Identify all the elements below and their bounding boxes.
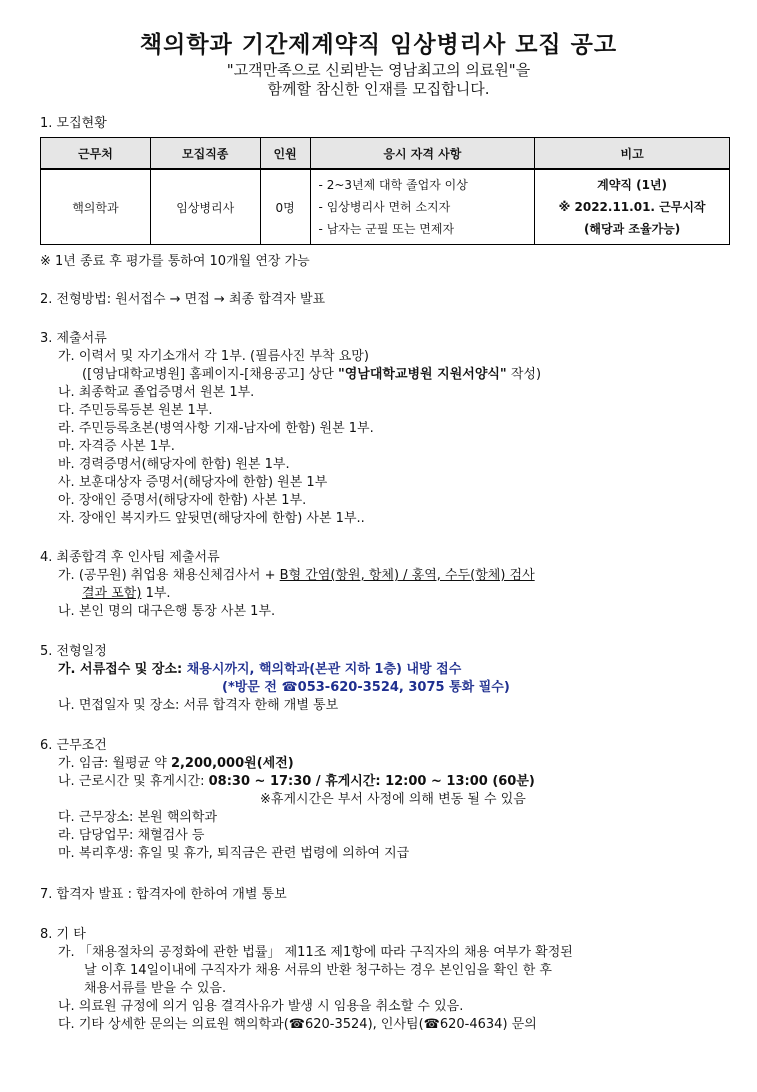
doc-item-sub-post: 작성) (506, 367, 542, 382)
doc-item: 라. 주민등록초본(병역사항 기재-남자에 한함) 원본 1부. (58, 421, 374, 436)
doc-item: 사. 보훈대상자 증명서(해당자에 한함) 원본 1부 (58, 475, 328, 490)
break-time-note: ※휴게시간은 부서 사정에 의해 변동 될 수 있음 (260, 792, 526, 807)
other-item: 가. 「채용절차의 공정화에 관한 법률」 제11조 제1항에 따라 구직자의 채용 여부가 확정된 (58, 945, 573, 960)
application-form-name: "영남대학교병원 지원서양식" (337, 367, 507, 382)
condition-hours-value: 08:30 ~ 17:30 / 휴게시간: 12:00 ~ 13:00 (60분) (208, 774, 535, 789)
schedule-item (58, 661, 461, 679)
section-8-heading: 8. 기 타 (40, 927, 86, 942)
condition-wage-value: 2,200,000원(세전) (170, 756, 294, 771)
header-notes: 비고 (535, 138, 730, 170)
table-header-row (41, 138, 730, 170)
doc-item: 아. 장애인 증명서(해당자에 한함) 사본 1부. (58, 493, 307, 508)
section-5-heading: 5. 전형일정 (40, 644, 107, 659)
condition-item: 다. 근무장소: 본원 핵의학과 (58, 810, 218, 825)
final-doc-item-underlined-2: 결과 포함) (82, 586, 142, 601)
schedule-item: 나. 면접일자 및 장소: 서류 합격자 한해 개별 통보 (58, 698, 339, 713)
qualification-item: - 임상병리사 면허 소지자 (318, 200, 451, 214)
section-4-heading: 4. 최종합격 후 인사팀 제출서류 (40, 550, 220, 565)
section-3-heading: 3. 제출서류 (40, 331, 107, 346)
note-item: (해당과 조율가능) (583, 222, 681, 236)
section-1-footnote: ※ 1년 종료 후 평가를 통하여 10개월 연장 가능 (40, 254, 310, 269)
section-2-selection-process: 2. 전형방법: 원서접수 → 면접 → 최종 합격자 발표 (40, 292, 326, 307)
qualification-item: - 2~3년제 대학 졸업자 이상 (318, 178, 468, 192)
condition-item: 마. 복리후생: 휴일 및 휴가, 퇴직금은 관련 법령에 의하여 지급 (58, 846, 410, 861)
final-doc-item-cont (82, 585, 171, 603)
doc-item-sub-pre: ([영남대학교병원] 홈페이지-[채용공고] 상단 (82, 367, 338, 382)
header-count: 인원 (260, 138, 310, 170)
condition-hours-pre: 나. 근로시간 및 휴게시간: (58, 774, 209, 789)
header-qualifications: 응시 자격 사항 (310, 138, 535, 170)
page-title: 책의학과 기간제계약직 임상병리사 모집 공고 (139, 32, 618, 58)
other-item: 나. 의료원 규정에 의거 임용 결격사유가 발생 시 임용을 취소할 수 있음. (58, 999, 464, 1014)
section-6-heading: 6. 근무조건 (40, 738, 107, 753)
header-job: 모집직종 (150, 138, 260, 170)
section-1-heading: 1. 모집현황 (40, 116, 107, 131)
schedule-item-value: 채용시까지, 핵의학과(본관 지하 1층) 내방 접수 (186, 662, 462, 677)
final-doc-item-post: 1부. (141, 586, 171, 601)
header-workplace: 근무처 (41, 138, 151, 170)
cell-job: 임상병리사 (150, 169, 260, 245)
final-doc-item (58, 567, 535, 585)
note-item: ※ 2022.11.01. 근무시작 (558, 200, 706, 214)
final-doc-item-pre: 가. (공무원) 취업용 채용신체검사서 + (58, 568, 280, 583)
condition-item-wage (58, 755, 294, 773)
phone-notice: (*방문 전 ☎053-620-3524, 3075 통화 필수) (222, 680, 510, 695)
cell-notes (535, 169, 730, 245)
subtitle-line-2: 함께할 참신한 인재를 모집합니다. (267, 80, 490, 98)
note-item: 계약직 (1년) (597, 178, 668, 192)
doc-item: 가. 이력서 및 자기소개서 각 1부. (필름사진 부착 요망) (58, 349, 369, 364)
final-doc-item-underlined: B형 간염(항원, 항체) / 홍역, 수두(항체) 검사 (279, 568, 535, 583)
recruitment-table (40, 137, 730, 245)
doc-item-sub (82, 366, 541, 384)
table-row (41, 169, 730, 245)
doc-item: 다. 주민등록등본 원본 1부. (58, 403, 213, 418)
schedule-item-label: 가. 서류접수 및 장소: (58, 662, 187, 677)
doc-item: 자. 장애인 복지카드 앞뒷면(해당자에 한함) 사본 1부.. (58, 511, 365, 526)
doc-item: 나. 최종학교 졸업증명서 원본 1부. (58, 385, 255, 400)
subtitle-line-1: "고객만족으로 신뢰받는 영남최고의 의료원"을 (226, 61, 531, 79)
qualification-item: - 남자는 군필 또는 면제자 (318, 222, 455, 236)
other-item-cont: 채용서류를 받을 수 있음. (84, 981, 227, 996)
other-item: 다. 기타 상세한 문의는 의료원 핵의학과(☎620-3524), 인사팀(☎620-4634) 문의 (58, 1017, 537, 1032)
doc-item: 바. 경력증명서(해당자에 한함) 원본 1부. (58, 457, 290, 472)
other-item-cont: 날 이후 14일이내에 구직자가 채용 서류의 반환 청구하는 경우 본인임을 확인 한 후 (84, 963, 552, 978)
doc-item: 마. 자격증 사본 1부. (58, 439, 175, 454)
cell-count: 0명 (260, 169, 310, 245)
cell-qualifications (310, 169, 535, 245)
section-7-announcement: 7. 합격자 발표 : 합격자에 한하여 개별 통보 (40, 887, 287, 902)
final-doc-item: 나. 본인 명의 대구은행 통장 사본 1부. (58, 604, 276, 619)
condition-item-hours (58, 773, 535, 791)
condition-wage-pre: 가. 임금: 월평균 약 (58, 756, 171, 771)
condition-item: 라. 담당업무: 채혈검사 등 (58, 828, 205, 843)
cell-workplace: 핵의학과 (41, 169, 151, 245)
